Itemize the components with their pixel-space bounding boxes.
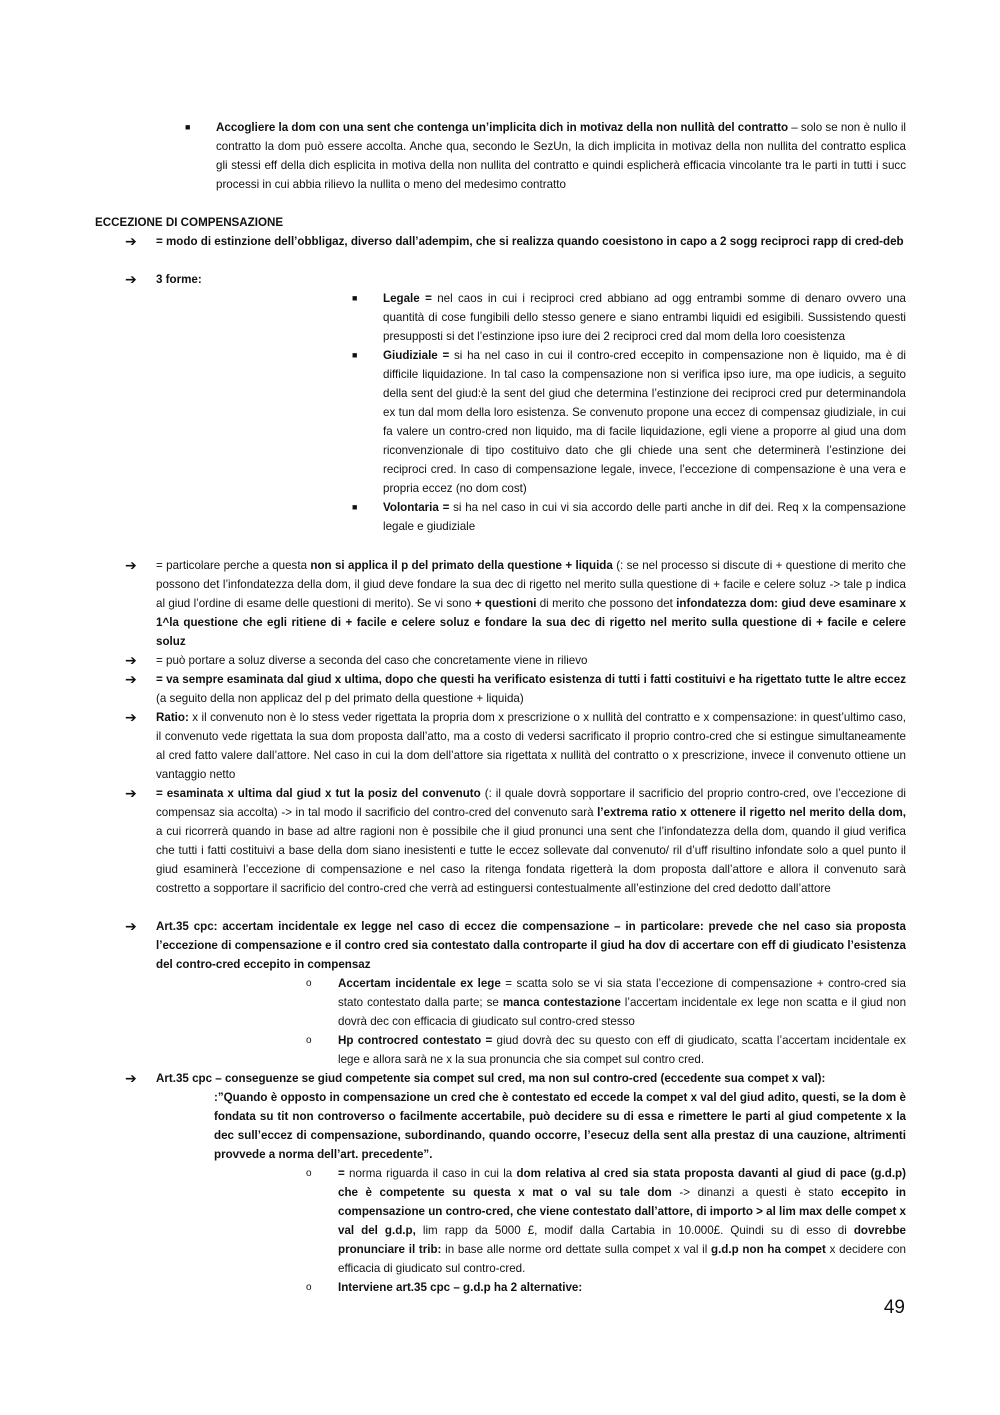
arrow-bullet-icon: ➔ — [125, 918, 137, 934]
bold-text: infondatezza dom: giud deve esaminare x 1^la questione che egli ritiene di + facile e celere soluz e fondare la sua dec di rigetto nel merito sulla questione di + facile e celere soluz — [156, 597, 906, 648]
circle-bullet-icon: o — [306, 1168, 312, 1179]
circle-bullet-icon: o — [306, 1035, 312, 1046]
page-number: 49 — [883, 1297, 905, 1318]
body-text: nel caos in cui i reciproci cred abbiano ad ogg entrambi somme di denaro ovvero una quantità di cose fungibili dello stesso genere e siano entrambi liquidi ed esigibili. Sussistendo questi presupposti si det l’estinzione ipso iure dei 2 reciproci cred dal mom della loro coesistenza — [383, 292, 906, 343]
bold-text: Accogliere la dom con una sent che contenga un’implicita dich in motivaz della non nullità del contratto — [216, 121, 789, 134]
body-text: x il convenuto non è lo stess veder rigettata la propria dom x prescrizione o x nullità del contratto e x compensazione: in quest’ultimo caso, il convenuto vede rigettata la sua dom proposta dall’atto, ma a costo di vedersi sacrificato il proprio contro-cred che si estingue simultaneamente al cred fatto valere dall’attore. Nel caso in cui la dom dell’attore sia rigettata x nullità del contratto o x prescrizione, invece il convenuto ottiene un vantaggio netto — [156, 711, 906, 781]
bold-text: manca contestazione — [502, 996, 621, 1009]
item-norma-riguarda — [338, 1164, 906, 1278]
arrow-bullet-icon: ➔ — [125, 233, 137, 249]
paragraph-esaminata-ultima — [156, 670, 906, 708]
body-text: (: se nel processo si discute di + questione di merito che possono det l’infondatezza della dom, il giud deve fondare la sua dec di rigetto nel merito sulla questione di + facile e celere soluz -> tale p indica al giud l’ordine di esame delle questioni di merito). Se vi sono — [156, 559, 907, 610]
bold-text: Interviene art.35 cpc – g.d.p ha 2 alternative: — [338, 1281, 583, 1294]
paragraph-tutela-convenuto — [156, 784, 906, 898]
body-text: si ha nel caso in cui il contro-cred eccepito in compensazione non è liquido, ma è di difficile liquidazione. In tal caso la compensazione non si verifica ipso iure, ma ope iudicis, a seguito della sent del giud:è la sent del giud che determina l’estinzione dei reciproci cred pur determinandola ex tun dal mom della loro esistenza. Se convenuto propone una eccez di compensaz giudiziale, in cui fa valere un contro-cred non liquido, ma di facile liquidazione, egli viene a proporre al giud una dom riconvenzionale di tipo costituivo dato che gli chiede una sent che determinerà l’estinzione dei reciproci cred. In caso di compensazione legale, invece, l’eccezione di compensazione è una vera e propria eccez (no dom cost) — [383, 349, 906, 495]
square-bullet-icon: ■ — [352, 293, 358, 303]
bold-text: Volontaria = — [383, 501, 450, 514]
form-giudiziale — [383, 346, 906, 498]
body-text: si ha nel caso in cui vi sia accordo delle parti anche in dif dei. Req x la compensazione legale e giudiziale — [383, 501, 907, 533]
arrow-bullet-icon: ➔ — [125, 652, 137, 668]
paragraph-implicit-declaration — [216, 118, 906, 194]
body-text: x decidere con efficacia di giudicato sul contro-cred. — [338, 1243, 906, 1275]
forms-label — [156, 270, 456, 289]
body-text: l’accertam incidentale ex lege non scatta e il giud non dovrà dec con efficacia di giudicato sul contro-cred stesso — [338, 996, 907, 1028]
body-text: lim rapp da 5000 £, modif dalla Cartabia in 10.000£. Quindi su di esso di — [415, 1224, 854, 1237]
item-interviene-art35 — [338, 1278, 906, 1297]
square-bullet-icon: ■ — [185, 122, 191, 132]
item-hp-controcred — [338, 1031, 906, 1069]
paragraph-primato — [156, 556, 906, 651]
arrow-bullet-icon: ➔ — [125, 557, 137, 573]
paragraph-soluz-diverse — [156, 651, 906, 670]
bold-text: eccepito in compensazione un contro-cred, che viene contestato dall’attore, di importo > al lim max delle compet x val del g.d.p, — [338, 1186, 907, 1237]
bold-text: non si applica il p del primato della questione + liquida — [310, 559, 613, 572]
item-accertam-incidentale — [338, 974, 906, 1031]
body-text: norma riguarda il caso in cui la — [344, 1167, 517, 1180]
bold-text: Accertam incidentale ex lege — [338, 977, 501, 990]
paragraph-art35-conseguenze — [156, 1069, 906, 1088]
bold-text: = modo di estinzione dell’obbligaz, diverso dall’adempim, che si realizza quando coesistono in capo a 2 sogg reciproci rapp di cred-deb — [156, 235, 904, 248]
body-text: in base alle norme ord dettate sulla compet x val il — [441, 1243, 711, 1256]
bold-text: dovrebbe pronunciare il trib: — [338, 1224, 906, 1256]
arrow-bullet-icon: ➔ — [125, 671, 137, 687]
bold-text: l’extrema ratio x ottenere il rigetto nel merito della dom, — [597, 806, 906, 819]
bold-text: g.d.p non ha compet — [711, 1243, 826, 1256]
paragraph-definition — [156, 232, 906, 251]
body-text: = può portare a soluz diverse a seconda del caso che concretamente viene in rilievo — [156, 654, 588, 667]
bold-text: 3 forme: — [156, 273, 202, 286]
quote-art35 — [214, 1088, 906, 1164]
bold-text: Legale = — [383, 292, 432, 305]
bold-text: Hp controcred contestato = — [338, 1034, 493, 1047]
bold-text: Giudiziale = — [383, 349, 450, 362]
bold-text: = va sempre esaminata dal giud x ultima, dopo che questi ha verificato esistenza di tutti i fatti costituivi e ha rigettato tutte le altre eccez — [156, 673, 906, 686]
body-text: – solo se non è nullo il contratto la dom può essere accolta. Anche qua, secondo le SezUn, la dich implicita in motivaz della non nullita del contratto esplica gli stessi eff della dich esplicita in motiva della non nullita del contratto e quindi esplicherà efficacia vincolante tra le parti in tutti i succ processi in cui abbia rilievo la nullita o meno del medesimo contratto — [216, 121, 906, 191]
bold-text: dom relativa al cred sia stata proposta davanti al giud di pace (g.d.p) che è competente su questa x mat o val su tale dom — [338, 1167, 906, 1199]
bold-text: Ratio: — [156, 711, 189, 724]
paragraph-art35-accertam — [156, 917, 906, 974]
square-bullet-icon: ■ — [352, 350, 358, 360]
arrow-bullet-icon: ➔ — [125, 1070, 137, 1086]
bold-text: Art.35 cpc – conseguenze se giud competente sia compet sul cred, ma non sul contro-cred (eccedente sua compet x val): — [156, 1072, 826, 1085]
arrow-bullet-icon: ➔ — [125, 271, 137, 287]
bold-text: = — [338, 1167, 345, 1180]
arrow-bullet-icon: ➔ — [125, 785, 137, 801]
form-volontaria — [383, 498, 906, 536]
body-text: di merito che possono det — [536, 597, 677, 610]
bold-text: :”Quando è opposto in compensazione un cred che è contestato ed eccede la compet x val del giud adito, questi, se la dom è fondata su tit non controverso o facilmente accertabile, può decidere su di essa e rimettere le parti al giud competente x la dec sull’eccez di compensazione, subordinando, quando occorre, l’esecuz della sent alla prestaz di una cauzione, altrimenti provvede a norma dell’art. precedente”. — [214, 1091, 906, 1161]
body-text: = particolare perche a questa — [156, 559, 311, 572]
bold-text: = esaminata x ultima dal giud x tut la posiz del convenuto — [156, 787, 481, 800]
body-text: = scatta solo se vi sia stata l’eccezione di compensazione + contro-cred sia stato contestato dalla parte; se — [338, 977, 906, 1009]
body-text: (: il quale dovrà sopportare il sacrificio del proprio contro-cred, ove l’eccezione di compensaz sia accolta) -> in tal modo il sacrificio del contro-cred del convenuto sarà — [156, 787, 906, 819]
bold-text: + questioni — [474, 597, 537, 610]
body-text: a cui ricorrerà quando in base ad altre ragioni non è possibile che il giud pronunci una sent che l’infondatezza della dom, quando il giud verifica che tutti i fatti costituivi a base della dom siano inesistenti e tutte le eccez sollevate dal convenuto/ ril d’uff risultino infondate solo a quel punto il giud esaminerà l’eccezione di compensazione e nel caso la ritenga fondata rigetterà la dom proposta dall’attore e allora il convenuto sarà costretto a sopportare il sacrificio del contro-cred che verrà ad estinguersi contestualmente all’estinzione del cred dedotto dall’attore — [156, 825, 906, 895]
bold-text: Art.35 cpc: accertam incidentale ex legge nel caso di eccez die compensazione – in particolare: prevede che nel caso sia proposta l’eccezione di compensazione e il contro cred sia contestato dalla controparte il giud ha dov di accertare con eff di giudicato l’esistenza del contro-cred eccepito in compensaz — [156, 920, 906, 971]
circle-bullet-icon: o — [306, 978, 312, 989]
body-text: -> dinanzi a questi è stato — [671, 1186, 842, 1199]
circle-bullet-icon: o — [306, 1282, 312, 1293]
paragraph-ratio — [156, 708, 906, 784]
arrow-bullet-icon: ➔ — [125, 709, 137, 725]
section-heading: ECCEZIONE DI COMPENSAZIONE — [95, 216, 284, 229]
form-legale — [383, 289, 906, 346]
body-text: (a seguito della non applicaz del p del primato della questione + liquida) — [156, 692, 524, 705]
body-text: giud dovrà dec su questo con eff di giudicato, scatta l’accertam incidentale ex lege e allora sarà ne x la sua pronuncia che sia compet sul contro cred. — [338, 1034, 906, 1066]
square-bullet-icon: ■ — [352, 502, 358, 512]
